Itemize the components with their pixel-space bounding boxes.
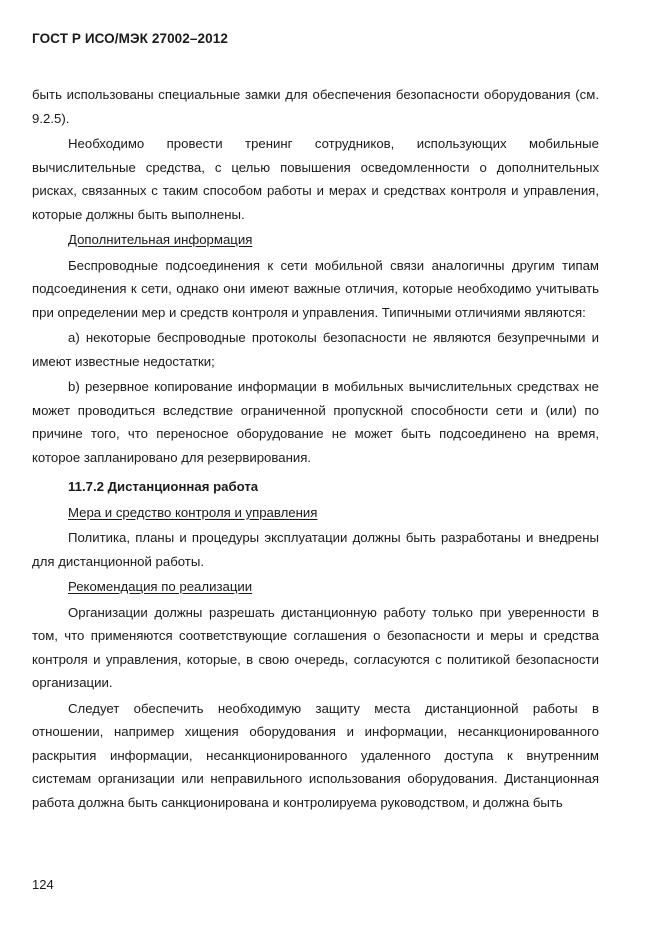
subheading-control: Мера и средство контроля и управления [68,504,318,520]
paragraph-organizations: Организации должны разрешать дистанционную работу только при уверенности в том, что применяются соответствующие соглашения о безопасности и меры и средства контроля и управления, которые, в свою очередь, согласуются с политикой безопасности организации. [32,604,599,690]
paragraph-wireless: Беспроводные подсоединения к сети мобильной связи аналогичны другим типам подсоединения к сети, однако они имеют важные отличия, которые необходимо учитывать при определении мер и средств контроля и управления. Типичными отличиями являются: [32,257,599,320]
page-header: ГОСТ Р ИСО/МЭК 27002–2012 [32,31,228,46]
document-body [32,83,599,814]
page-number: 124 [32,877,54,892]
paragraph-policy: Политика, планы и процедуры эксплуатации должны быть разработаны и внедрены для дистанционной работы. [32,530,599,569]
list-item-b: b) резервное копирование информации в мобильных вычислительных средствах не может проводиться вследствие ограниченной пропускной способности сети и (или) по причине того, что переносное оборудование не может быть подсоединено на время, которое запланировано для резервирования. [32,379,599,465]
paragraph-training: Необходимо провести тренинг сотрудников, использующих мобильные вычислительные средства, с целью повышения осведомленности о дополнительных рисках, связанных с таким способом работы и мерах и средствах контроля и управления, которые должны быть выполнены. [32,136,599,222]
subheading-additional-info: Дополнительная информация [68,232,253,247]
paragraph-continuation: быть использованы специальные замки для обеспечения безопасности оборудования (см. 9.2.5). [32,87,599,126]
paragraph-protection: Следует обеспечить необходимую защиту места дистанционной работы в отношении, например хищения оборудования и информации, несанкционированного раскрытия информации, несанкционированного удаленного доступа к внутренним системам организации или неправильного использования оборудования. Дистанционная работа должна быть санкционирована и контролируема руководством, и должна быть [32,700,599,810]
section-heading-teleworking: 11.7.2 Дистанционная работа [68,479,259,494]
subheading-implementation: Рекомендация по реализации [68,579,253,594]
list-item-a: а) некоторые беспроводные протоколы безопасности не являются безупречными и имеют известные недостатки; [32,330,599,369]
